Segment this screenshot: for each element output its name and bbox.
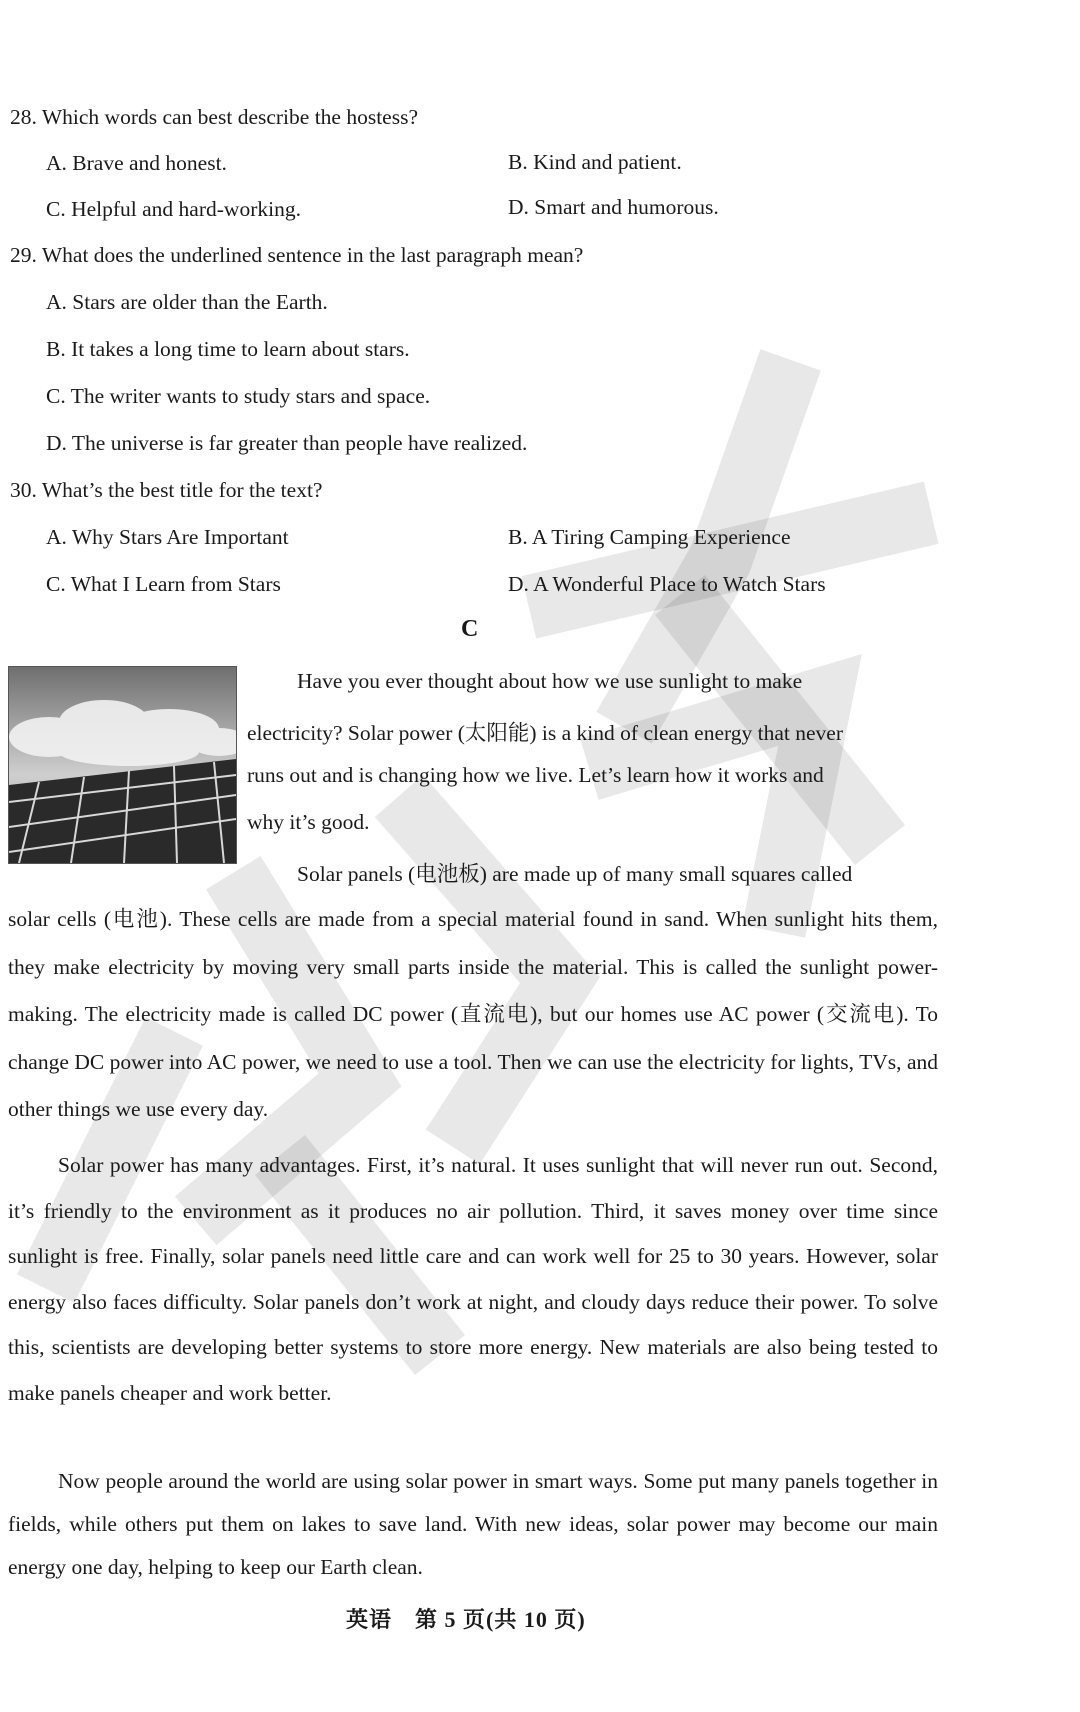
question-29-option-c: C. The writer wants to study stars and space.: [46, 384, 431, 408]
question-28-option-b: B. Kind and patient.: [508, 150, 682, 174]
question-30-stem: 30. What’s the best title for the text?: [10, 478, 323, 502]
question-29-option-a: A. Stars are older than the Earth.: [46, 290, 328, 314]
passage-p1-line-3: runs out and is changing how we live. Let’s learn how it works and: [247, 763, 824, 787]
question-30-option-b: B. A Tiring Camping Experience: [508, 525, 791, 549]
question-30-option-c: C. What I Learn from Stars: [46, 572, 281, 596]
passage-p2-body: solar cells (电池). These cells are made from a special material found in sand. When sunlight hits them, they make electricity by moving very small parts inside the material. This is called the sunlight power-making. The electricity made is called DC power (直流电), but our homes use AC power (交流电). To change DC power into AC power, we need to use a tool. Then we can use the electricity for lights, TVs, and other things we use every day.: [8, 907, 938, 1121]
question-28-option-a: A. Brave and honest.: [46, 151, 227, 175]
section-title: C: [461, 616, 479, 642]
passage-p1-line-1: Have you ever thought about how we use sunlight to make: [297, 669, 803, 693]
question-29-option-d: D. The universe is far greater than people have realized.: [46, 431, 528, 455]
question-29-stem: 29. What does the underlined sentence in the last paragraph mean?: [10, 243, 584, 267]
question-30-option-a: A. Why Stars Are Important: [46, 525, 289, 549]
passage-p2-first-line: Solar panels (电池板) are made up of many small squares called: [297, 862, 853, 886]
passage-p3: Solar power has many advantages. First, it’s natural. It uses sunlight that will never run out. Second, it’s friendly to the environment as it produces no air pollution. Third, it saves money over time since sunlight is free. Finally, solar panels need little care and can work well for 25 to 30 years. However, solar energy also faces difficulty. Solar panels don’t work at night, and cloudy days reduce their power. To solve this, scientists are developing better systems to store more energy. New materials are also being tested to make panels cheaper and work better.: [8, 1153, 938, 1405]
question-29-option-b: B. It takes a long time to learn about stars.: [46, 337, 410, 361]
page-footer: 英语 第 5 页(共 10 页): [346, 1607, 586, 1632]
passage-p1-line-4: why it’s good.: [247, 810, 370, 834]
question-28-stem: 28. Which words can best describe the hostess?: [10, 105, 418, 129]
question-30-option-d: D. A Wonderful Place to Watch Stars: [508, 572, 826, 596]
passage-p4: Now people around the world are using solar power in smart ways. Some put many panels together in fields, while others put them on lakes to save land. With new ideas, solar power may become our main energy one day, helping to keep our Earth clean.: [8, 1469, 938, 1579]
question-28-option-d: D. Smart and humorous.: [508, 195, 719, 219]
question-28-option-c: C. Helpful and hard-working.: [46, 197, 301, 221]
passage-p1-line-2: electricity? Solar power (太阳能) is a kind of clean energy that never: [247, 721, 844, 745]
solar-panel-photo: [8, 666, 237, 864]
